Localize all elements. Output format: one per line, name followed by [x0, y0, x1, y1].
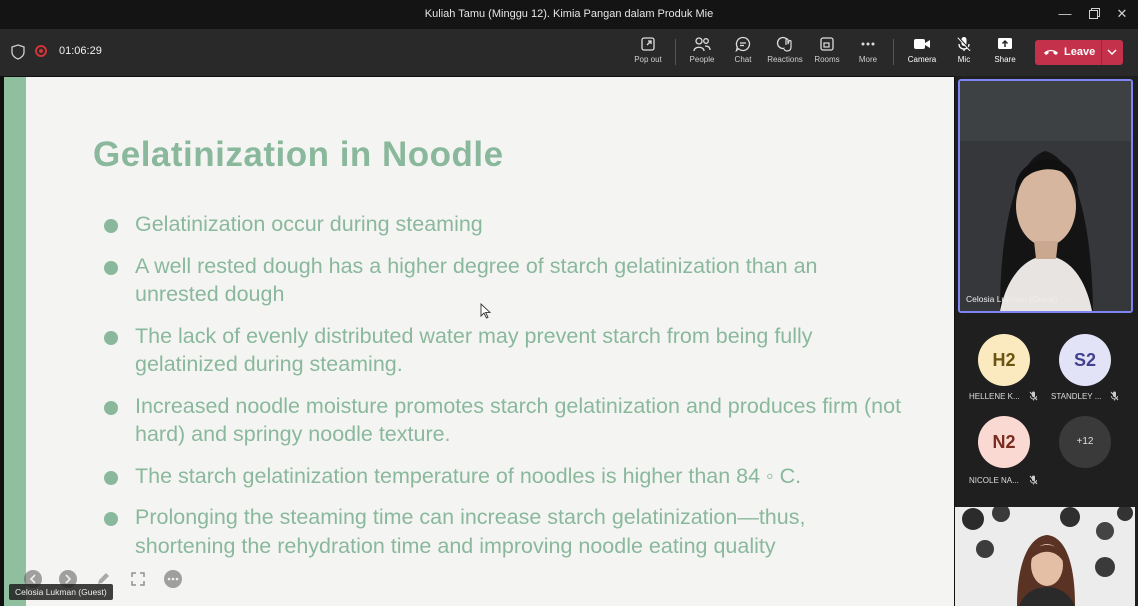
bullet-dot [104, 512, 118, 526]
presentation-slide [4, 77, 954, 606]
pop-out-button[interactable] [626, 34, 670, 72]
speaker-video-feed [960, 81, 1131, 311]
leave-divider [1101, 40, 1102, 65]
avatar[interactable]: S2 [1059, 334, 1111, 386]
meeting-toolbar [0, 29, 1138, 76]
speaker-name-label [966, 294, 1073, 305]
slide-bullet [104, 462, 904, 491]
slide-bullet [104, 392, 904, 449]
people-label: People [689, 55, 715, 64]
speaker-video[interactable] [958, 79, 1133, 313]
rooms-button[interactable] [805, 34, 849, 72]
bullet-dot [104, 471, 118, 485]
toolbar-divider [675, 39, 676, 65]
chat-label: Chat [734, 55, 752, 64]
rooms-label: Rooms [814, 55, 840, 64]
participant-name: STANDLEY ... [1051, 392, 1102, 401]
share-icon [997, 36, 1013, 52]
bullet-dot [104, 261, 118, 275]
leave-button[interactable] [1035, 40, 1123, 65]
slide-bullet [104, 322, 904, 379]
slide-title: Gelatinization in Noodle [93, 135, 504, 174]
slide-bullet [104, 252, 904, 309]
minimize-icon[interactable]: — [1058, 6, 1072, 21]
reactions-button[interactable] [763, 34, 807, 72]
meeting-timer: 01:06:29 [59, 45, 102, 57]
share-button[interactable] [983, 34, 1027, 72]
slide-bullet [104, 210, 904, 239]
mouse-pointer-icon [480, 303, 492, 319]
self-video[interactable] [955, 507, 1135, 606]
more-icon [860, 36, 876, 52]
chat-icon [735, 36, 751, 52]
reactions-icon [776, 36, 794, 52]
fullscreen-icon[interactable] [129, 570, 147, 588]
bullet-dot [104, 219, 118, 233]
slide-options-button[interactable] [164, 570, 182, 588]
slide-bullet [104, 503, 904, 560]
mic-button[interactable] [942, 34, 986, 72]
avatar[interactable]: N2 [978, 416, 1030, 468]
camera-label: Camera [907, 55, 937, 64]
more-button[interactable] [846, 34, 890, 72]
more-label: More [858, 55, 878, 64]
bullet-text: The starch gelatinization temperature of noodles is higher than 84 ◦ C. [135, 463, 802, 488]
bullet-text: Increased noodle moisture promotes starch gelatinization and produces firm (not hard) and springy noodle texture. [135, 393, 902, 446]
chat-button[interactable] [721, 34, 765, 72]
recording-icon [35, 45, 47, 57]
mic-off-icon [1029, 475, 1038, 485]
close-icon[interactable]: ✕ [1116, 6, 1128, 21]
leave-label: Leave [1064, 46, 1096, 58]
speaker-name: Celosia Lukman (Guest) [966, 294, 1058, 304]
mic-label: Mic [957, 55, 971, 64]
share-label: Share [994, 55, 1016, 64]
bullet-dot [104, 401, 118, 415]
mic-off-icon [1029, 391, 1038, 401]
restore-icon[interactable] [1080, 4, 1108, 24]
hang-up-icon [1043, 46, 1059, 58]
bullet-text: Gelatinization occur during steaming [135, 212, 483, 236]
bullet-text: Prolonging the steaming time can increase starch gelatinization—thus, shortening the rehydration time and improving noodle eating quality [135, 505, 806, 558]
slide-accent-band [4, 77, 26, 606]
camera-icon [913, 36, 931, 52]
participant-name: HELLENE K... [969, 392, 1020, 401]
reactions-label: Reactions [767, 55, 803, 64]
pop-out-label: Pop out [634, 55, 662, 64]
bullet-dot [104, 331, 118, 345]
bullet-text: A well rested dough has a higher degree of starch gelatinization than an unrested dough [135, 253, 818, 306]
avatar[interactable]: H2 [978, 334, 1030, 386]
more-options-icon[interactable]: ⋯ [1064, 294, 1073, 304]
chevron-down-icon[interactable] [1106, 45, 1118, 59]
people-button[interactable] [680, 34, 724, 72]
mic-off-icon [1110, 391, 1119, 401]
shield-icon [11, 44, 25, 60]
title-bar [0, 0, 1138, 29]
bullet-text: The lack of evenly distributed water may prevent starch from being fully gelatinized during steaming. [135, 323, 813, 376]
window-title: Kuliah Tamu (Minggu 12). Kimia Pangan dalam Produk Mie [424, 8, 714, 20]
more-participants-button[interactable]: +12 [1059, 416, 1111, 468]
presenter-name-tag: Celosia Lukman (Guest) [9, 584, 113, 600]
toolbar-divider [893, 39, 894, 65]
camera-button[interactable] [900, 34, 944, 72]
pop-out-icon [640, 36, 656, 52]
slide-bullet-list [104, 210, 904, 573]
participant-name: NICOLE NA... [969, 476, 1019, 485]
people-icon [693, 36, 711, 52]
self-video-feed [955, 507, 1135, 606]
mic-off-icon [956, 36, 972, 52]
rooms-icon [819, 36, 835, 52]
